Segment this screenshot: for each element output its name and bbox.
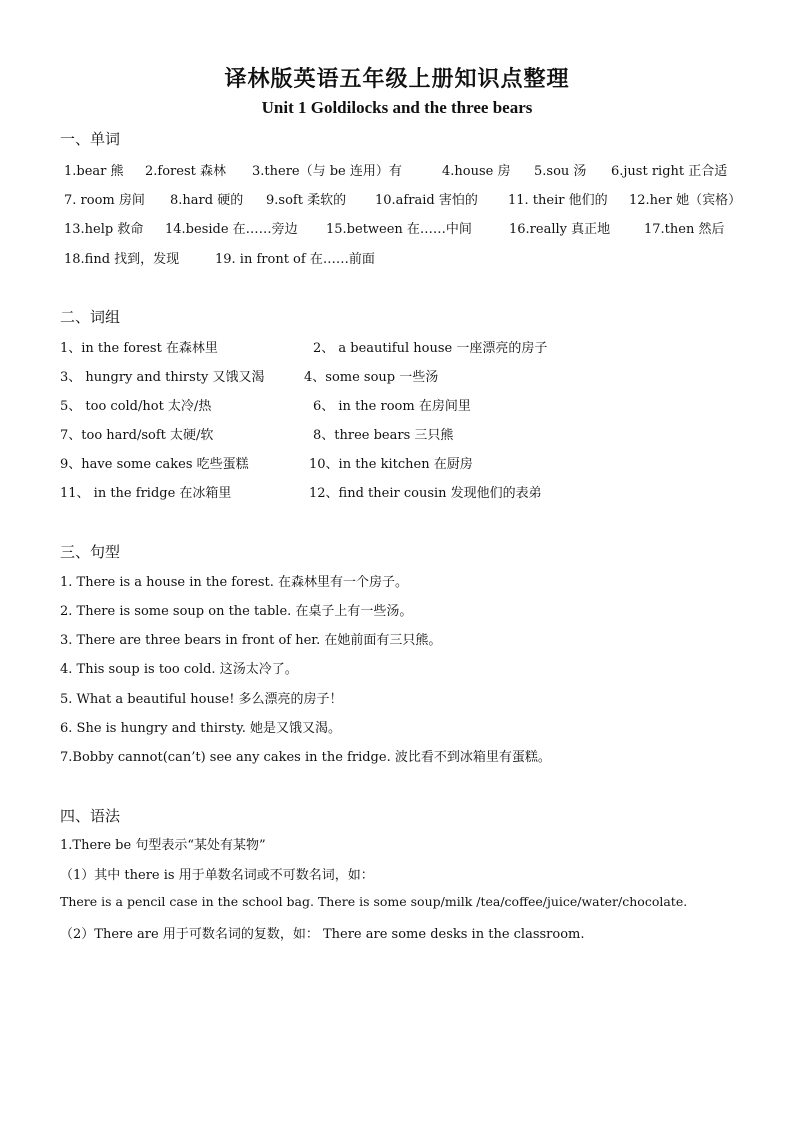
phrase-item: 12、find their cousin 发现他们的表弟 [309,486,542,501]
word-item: 1.bear 熊 [64,164,124,179]
document-title: 译林版英语五年级上册知识点整理 [224,66,570,92]
sentence-item: 2. There is some soup on the table. 在桌子上有一些汤。 [60,604,413,619]
word-item: 2.forest 森林 [145,164,226,179]
word-item: 12.her 她（宾格） [629,193,742,208]
phrase-item: 7、too hard/soft 太硬/软 [60,428,214,443]
word-item: 17.then 然后 [644,222,725,237]
word-item: 16.really 真正地 [509,222,611,237]
sentence-item: 7.Bobby cannot(can’t) see any cakes in the fridge. 波比看不到冰箱里有蛋糕。 [60,750,551,765]
word-item: 14.beside 在……旁边 [165,222,298,237]
word-item: 9.soft 柔软的 [266,193,347,208]
word-item: 10.afraid 害怕的 [375,193,478,208]
word-item: 4.house 房 [442,164,511,179]
grammar-example-line: There is a pencil case in the school bag. There is some soup/milk /tea/coffee/juice/water/chocolate. [60,894,688,909]
phrase-item: 1、in the forest 在森林里 [60,341,218,356]
unit-subtitle: Unit 1 Goldilocks and the three bears [261,98,533,117]
section-heading-phrases: 二、词组 [60,308,121,326]
section-heading-sentences: 三、句型 [60,543,121,561]
word-item: 13.help 救命 [64,222,144,237]
phrase-item: 10、in the kitchen 在厨房 [309,457,473,472]
word-item: 5.sou 汤 [534,164,587,179]
phrase-item: 4、some soup 一些汤 [304,370,439,385]
phrase-item: 6、 in the room 在房间里 [313,399,471,414]
word-item: 7. room 房间 [64,193,145,208]
phrase-item: 5、 too cold/hot 太冷/热 [60,399,212,414]
phrase-item: 2、 a beautiful house 一座漂亮的房子 [313,341,548,356]
sentence-item: 1. There is a house in the forest. 在森林里有一个房子。 [60,575,409,590]
phrase-item: 8、three bears 三只熊 [313,428,454,443]
word-item: 8.hard 硬的 [170,193,244,208]
phrase-item: 9、have some cakes 吃些蛋糕 [60,457,249,472]
word-item: 19. in front of 在……前面 [215,252,375,267]
word-item: 3.there（与 be 连用）有 [252,164,402,179]
section-heading-words: 一、单词 [60,130,121,148]
word-item: 6.just right 正合适 [611,164,728,179]
sentence-item: 5. What a beautiful house! 多么漂亮的房子！ [60,692,343,707]
word-item: 18.find 找到，发现 [64,252,180,267]
phrase-item: 3、 hungry and thirsty 又饿又渴 [60,370,265,385]
grammar-line: 1.There be 句型表示“某处有某物” [60,838,266,853]
grammar-line: （2）There are 用于可数名词的复数，如： There are some desks in the classroom. [60,927,585,942]
sentence-item: 4. This soup is too cold. 这汤太冷了。 [60,662,298,677]
section-heading-grammar: 四、语法 [60,807,121,825]
phrase-item: 11、 in the fridge 在冰箱里 [60,486,232,501]
word-item: 11. their 他们的 [508,193,608,208]
grammar-line: （1）其中 there is 用于单数名词或不可数名词，如： [60,868,374,883]
word-item: 15.between 在……中间 [326,222,472,237]
sentence-item: 6. She is hungry and thirsty. 她是又饿又渴。 [60,721,342,736]
sentence-item: 3. There are three bears in front of her. 在她前面有三只熊。 [60,633,442,648]
